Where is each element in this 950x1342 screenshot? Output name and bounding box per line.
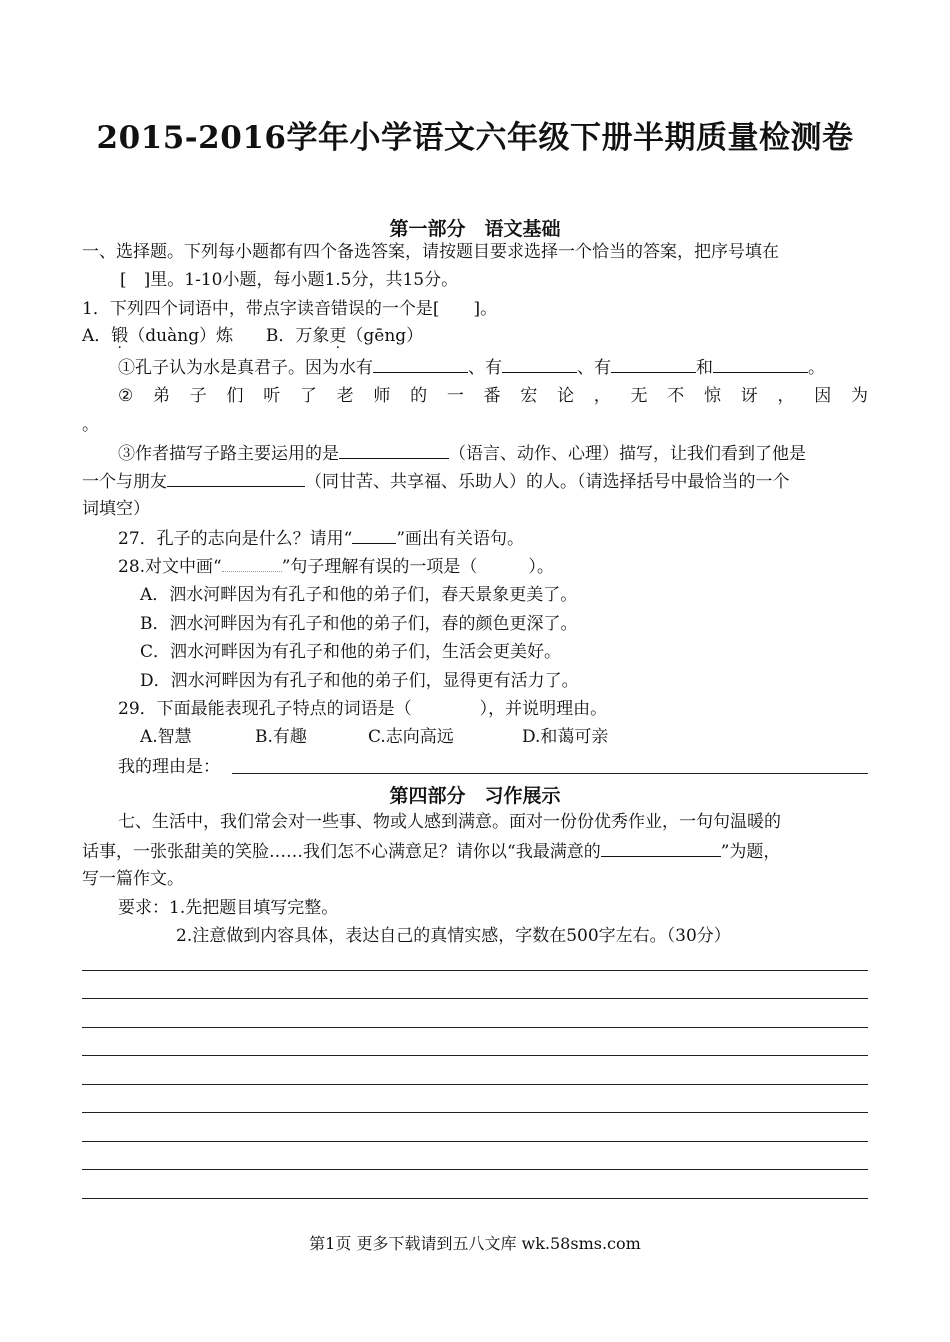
item-2-char: 不 [667, 386, 685, 406]
q29-option: B.有趣 [255, 727, 307, 747]
option-a-rest: （duàng）炼 [128, 326, 234, 346]
item-2-char: 听 [263, 386, 281, 406]
item-1-text-c: 、有 [577, 358, 611, 378]
q28-text-b: ”句子理解有误的一项是（ ）。 [281, 557, 554, 577]
item-2-char: ② [118, 386, 134, 406]
essay-writing-line[interactable] [82, 1084, 868, 1085]
essay-writing-line[interactable] [82, 998, 868, 999]
q7-line2 [82, 839, 780, 864]
item-2-char: 无 [630, 386, 648, 406]
q29-option: D.和蔼可亲 [522, 727, 609, 747]
part4-heading: 第四部分 习作展示 [389, 785, 561, 807]
underline-sample [352, 526, 396, 544]
item-2 [118, 384, 868, 408]
option-b-prefix: B．万象 [265, 326, 330, 346]
item-2-char: 为 [850, 386, 868, 406]
q28-option: B．泗水河畔因为有孔子和他的弟子们，春的颜色更深了。 [140, 614, 578, 634]
q7-line2-a: 话事，一张张甜美的笑脸……我们怎不心满意足？请你以“我最满意的 [82, 842, 601, 862]
item-3 [118, 441, 806, 466]
requirement-2: 2.注意做到内容具体，表达自己的真情实感，字数在500字左右。（30分） [176, 926, 731, 946]
answer-blank[interactable] [167, 469, 305, 487]
q1-instruction-line1: 一、选择题。下列每小题都有四个备选答案，请按题目要求选择一个恰当的答案，把序号填在 [82, 242, 779, 262]
wavy-underline-sample [222, 557, 282, 572]
answer-blank[interactable] [373, 355, 468, 373]
answer-blank[interactable] [502, 355, 577, 373]
q29-reason-label: 我的理由是： [118, 757, 220, 777]
q27-text-b: ”画出有关语句。 [396, 529, 525, 549]
item-2-char: 宏 [520, 386, 538, 406]
item-2-char: ， [777, 386, 795, 406]
item-3-line2-a: 一个与朋友 [82, 472, 167, 492]
q28 [118, 555, 554, 579]
item-3-line2-b: （同甘苦、共享福、乐助人）的人。（请选择括号中最恰当的一个 [305, 472, 790, 492]
q7-line3: 写一篇作文。 [82, 869, 184, 889]
q1-options [82, 324, 423, 348]
q7-line2-b: ”为题， [720, 842, 781, 862]
item-2-char: 师 [373, 386, 391, 406]
item-3-text-a: ③作者描写子路主要运用的是 [118, 444, 339, 464]
essay-writing-line[interactable] [82, 1169, 868, 1170]
essay-writing-line[interactable] [82, 1112, 868, 1113]
q29-option: C.志向高远 [368, 727, 454, 747]
item-1-text-e: 。 [808, 358, 825, 378]
essay-writing-line[interactable] [82, 1055, 868, 1056]
answer-blank[interactable] [339, 441, 449, 459]
q1-stem: 1．下列四个词语中，带点字读音错误的一个是[ ]。 [82, 299, 498, 319]
item-2-char: 一 [446, 386, 464, 406]
q29-stem: 29．下面最能表现孔子特点的词语是（ ），并说明理由。 [118, 699, 608, 719]
item-1-text-b: 、有 [468, 358, 502, 378]
item-3-line3: 词填空） [82, 499, 150, 519]
item-2-char: ， [593, 386, 611, 406]
option-a-label: A． [82, 326, 112, 346]
item-2-end: 。 [82, 415, 99, 435]
q7-line1: 七、生活中，我们常会对一些事、物或人感到满意。面对一份份优秀作业，一句句温暖的 [118, 812, 781, 832]
item-2-char: 们 [226, 386, 244, 406]
q27-text-a: 27．孔子的志向是什么？请用“ [118, 529, 353, 549]
item-2-char: 论 [557, 386, 575, 406]
essay-writing-line[interactable] [82, 970, 868, 971]
item-2-char: 了 [299, 386, 317, 406]
answer-blank[interactable] [713, 355, 808, 373]
item-2-char: 弟 [152, 386, 170, 406]
dotted-char-b: 更 [329, 326, 347, 346]
q28-option: A．泗水河畔因为有孔子和他的弟子们，春天景象更美了。 [140, 585, 578, 605]
item-2-char: 讶 [740, 386, 758, 406]
item-3-text-b: （语言、动作、心理）描写，让我们看到了他是 [449, 444, 806, 464]
item-2-char: 因 [814, 386, 832, 406]
option-b-rest: （gēng） [346, 326, 424, 346]
answer-blank[interactable] [611, 355, 696, 373]
item-2-char: 惊 [704, 386, 721, 406]
q29-option: A.智慧 [140, 727, 192, 747]
requirement-1: 要求：1.先把题目填写完整。 [118, 898, 339, 918]
q27 [118, 526, 524, 551]
dotted-char-a: 锻 [111, 326, 129, 346]
item-2-char: 番 [483, 386, 501, 406]
q28-option: C．泗水河畔因为有孔子和他的弟子们，生活会更美好。 [140, 642, 562, 662]
q28-option: D．泗水河畔因为有孔子和他的弟子们，显得更有活力了。 [140, 671, 579, 691]
page-footer: 第1页 更多下载请到五八文库 wk.58sms.com [309, 1234, 641, 1253]
q1-instruction-line2: [ ]里。1-10小题，每小题1.5分，共15分。 [120, 270, 459, 290]
reason-answer-line[interactable] [232, 773, 868, 774]
essay-writing-line[interactable] [82, 1141, 868, 1142]
item-1 [118, 355, 825, 380]
essay-writing-line[interactable] [82, 1198, 868, 1199]
item-2-char: 的 [410, 386, 428, 406]
item-2-char: 子 [189, 386, 207, 406]
item-1-text-a: ①孔子认为水是真君子。因为水有 [118, 358, 373, 378]
item-3-line2 [82, 469, 790, 494]
item-2-char: 老 [336, 386, 354, 406]
q28-text-a: 28.对文中画“ [118, 557, 222, 577]
item-1-text-d: 和 [696, 358, 713, 378]
essay-writing-line[interactable] [82, 1027, 868, 1028]
title-blank[interactable] [601, 839, 721, 857]
page-title: 2015-2016学年小学语文六年级下册半期质量检测卷 [96, 120, 854, 156]
part1-heading: 第一部分 语文基础 [389, 218, 561, 240]
